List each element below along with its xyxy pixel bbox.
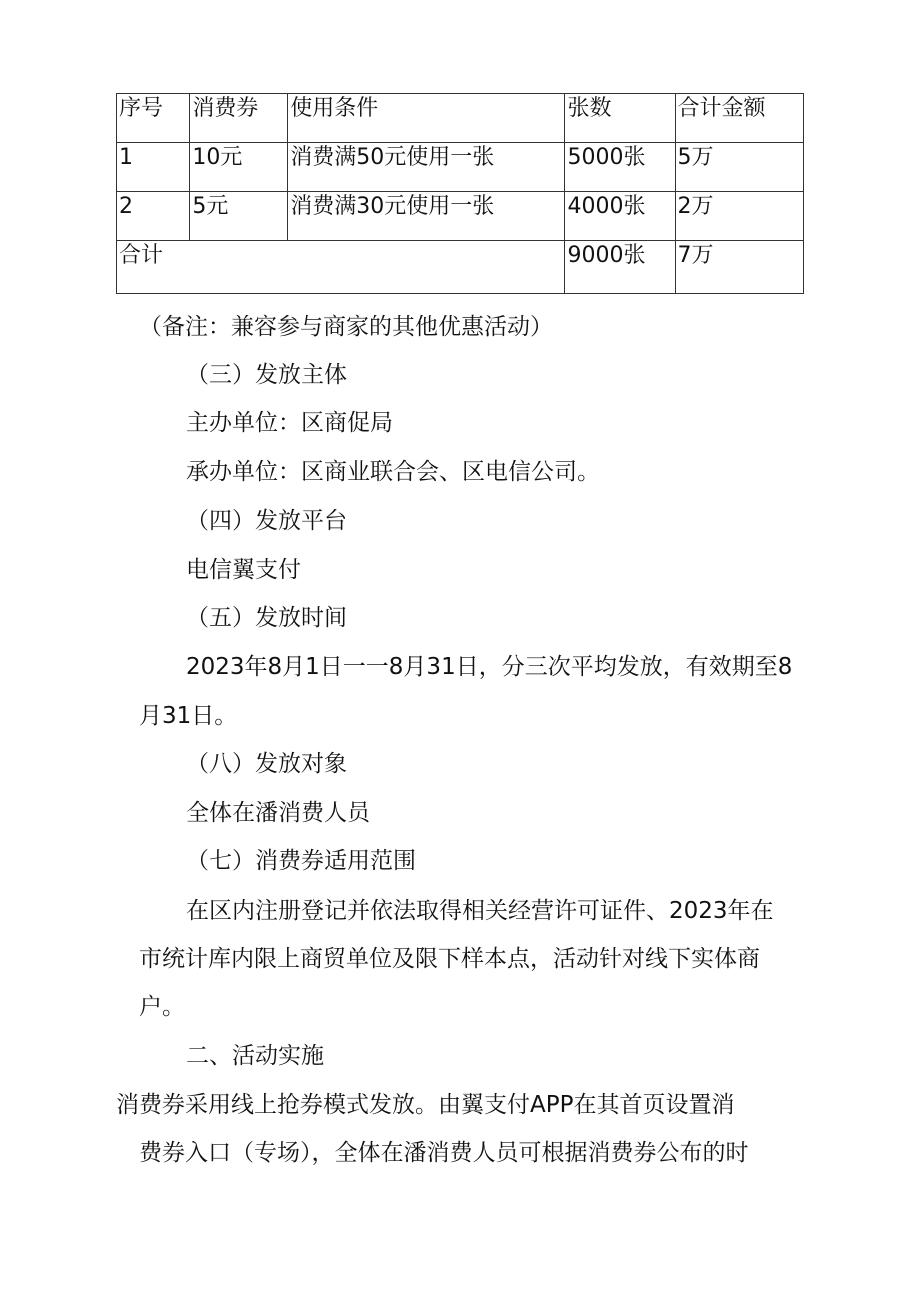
table-cell: 5000张 bbox=[565, 143, 675, 192]
section-heading-5: （五）发放时间 bbox=[186, 605, 347, 631]
target-text: 全体在潘消费人员 bbox=[186, 800, 370, 826]
table-cell: 4000张 bbox=[565, 192, 675, 241]
total-label: 合计 bbox=[117, 241, 565, 294]
platform-text: 电信翼支付 bbox=[186, 557, 301, 583]
implementation-text-line2: 费券入口（专场），全体在潘消费人员可根据消费券公布的时 bbox=[139, 1140, 749, 1166]
table-row bbox=[117, 143, 804, 192]
table-cell: 消费满30元使用一张 bbox=[288, 192, 565, 241]
section-heading-7: （七）消费券适用范围 bbox=[186, 848, 416, 874]
implementation-text-line1: 消费券采用线上抢券模式发放。由翼支付APP在其首页设置消 bbox=[116, 1092, 735, 1118]
section-heading-6: （八）发放对象 bbox=[186, 751, 347, 777]
total-amount: 7万 bbox=[675, 241, 803, 294]
time-text-line1: 2023年8月1日一一8月31日，分三次平均发放，有效期至8 bbox=[186, 654, 793, 680]
note-text: （备注：兼容参与商家的其他优惠活动） bbox=[139, 314, 553, 340]
table-row bbox=[117, 192, 804, 241]
table-total-row bbox=[117, 241, 804, 294]
table-cell: 10元 bbox=[190, 143, 288, 192]
table-cell: 5万 bbox=[675, 143, 803, 192]
section-heading-2: 二、活动实施 bbox=[186, 1043, 324, 1069]
header-cell-amount: 合计金额 bbox=[675, 94, 803, 143]
header-cell-count: 张数 bbox=[565, 94, 675, 143]
header-cell-index: 序号 bbox=[117, 94, 190, 143]
co-organizer-text: 承办单位：区商业联合会、区电信公司。 bbox=[186, 459, 600, 485]
coupon-table bbox=[116, 93, 804, 294]
total-count: 9000张 bbox=[565, 241, 675, 294]
scope-text-line1: 在区内注册登记并依法取得相关经营许可证件、2023年在 bbox=[186, 898, 774, 924]
organizer-text: 主办单位：区商促局 bbox=[186, 410, 393, 436]
table-cell: 消费满50元使用一张 bbox=[288, 143, 565, 192]
header-cell-coupon: 消费券 bbox=[190, 94, 288, 143]
table-header-row bbox=[117, 94, 804, 143]
section-heading-4: （四）发放平台 bbox=[186, 508, 347, 534]
time-text-line2: 月31日。 bbox=[139, 703, 238, 729]
section-heading-3: （三）发放主体 bbox=[186, 362, 347, 388]
table-cell: 5元 bbox=[190, 192, 288, 241]
table-cell: 1 bbox=[117, 143, 190, 192]
scope-text-line2: 市统计库内限上商贸单位及限下样本点，活动针对线下实体商 bbox=[139, 946, 760, 972]
table-cell: 2 bbox=[117, 192, 190, 241]
table-cell: 2万 bbox=[675, 192, 803, 241]
header-cell-condition: 使用条件 bbox=[288, 94, 565, 143]
scope-text-line3: 户。 bbox=[139, 994, 185, 1020]
